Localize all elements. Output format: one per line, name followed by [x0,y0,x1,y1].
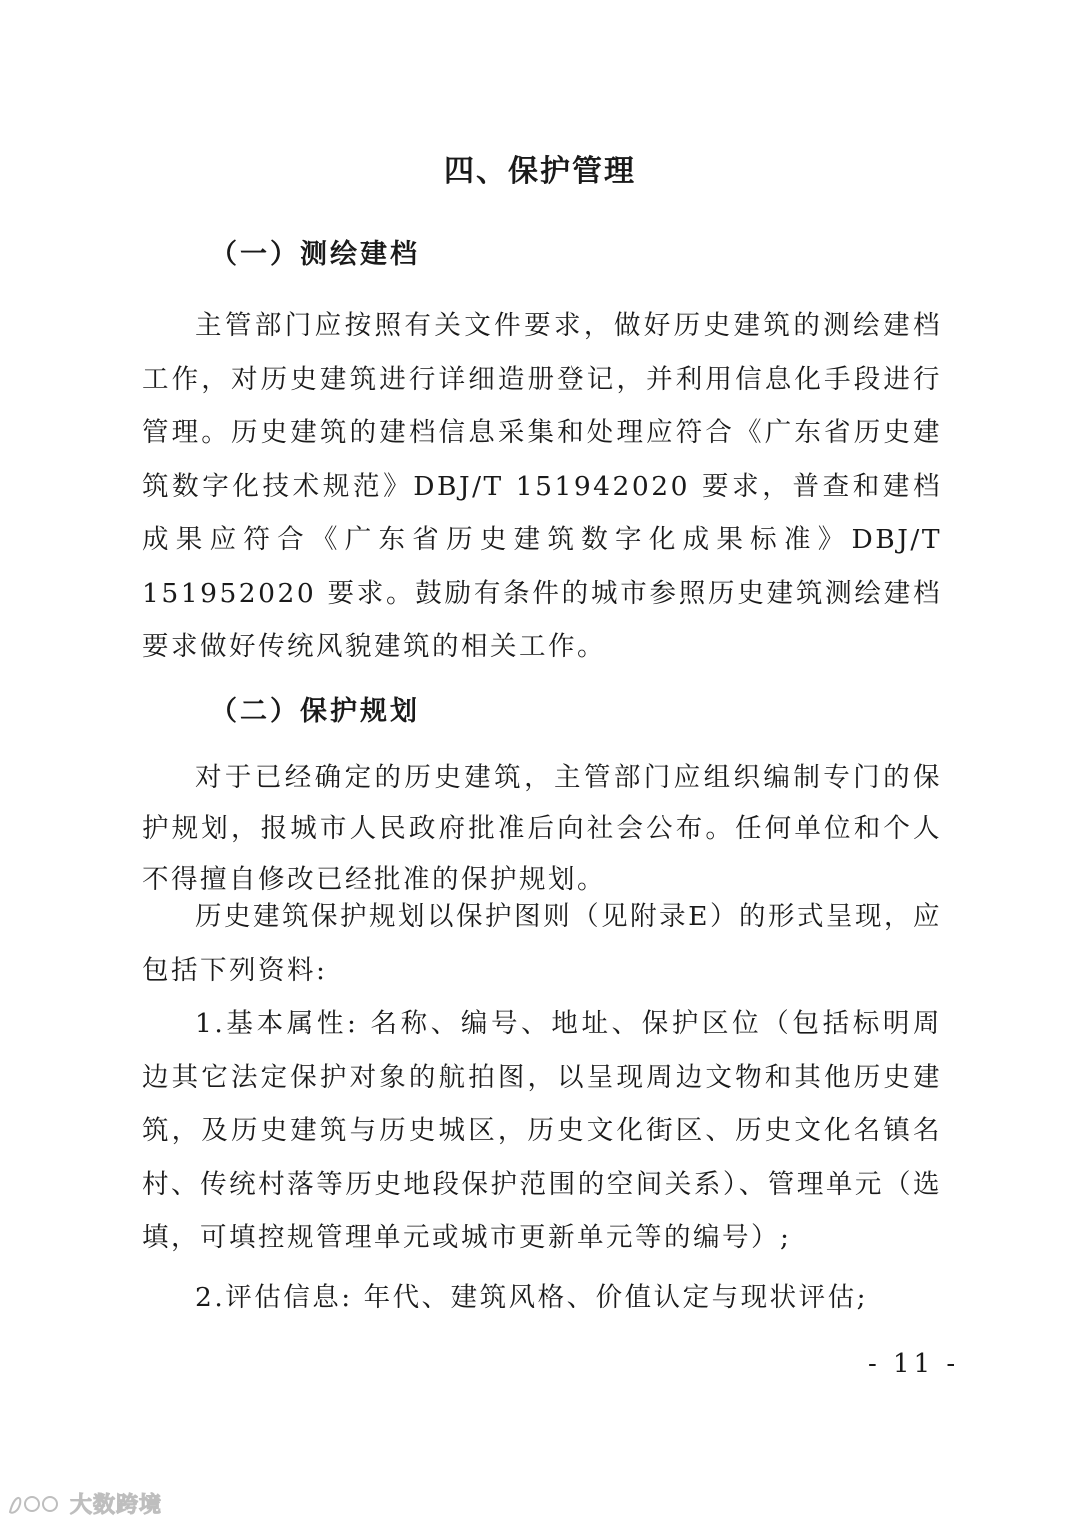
list-item-assessment-info: 2.评估信息: 年代、建筑风格、价值认定与现状评估; [195,1282,869,1313]
subsection-heading-protection-plan: （二）保护规划 [210,696,420,727]
ds-logo-icon [6,1490,64,1518]
paragraph-protection-plan-intro: 对于已经确定的历史建筑，主管部门应组织编制专门的保护规划，报城市人民政府批准后向社会公布。任何单位和个人不得擅自修改已经批准的保护规划。 [142,762,942,895]
paragraph-survey-archive: 主管部门应按照有关文件要求，做好历史建筑的测绘建档工作，对历史建筑进行详细造册登记，并利用信息化手段进行管理。历史建筑的建档信息采集和处理应符合《广东省历史建筑数字化技术规范》DBJ/T 151942020 要求，普查和建档成果应符合《广东省历史建筑数字化成果标准》DBJ/T 151952020 要求。鼓励有条件的城市参照历史建筑测绘建档要求做好传统风貌建筑的相关工作。 [142,310,942,662]
list-item-basic-attributes: 1.基本属性: 名称、编号、地址、保护区位（包括标明周边其它法定保护对象的航拍图，以呈现周边文物和其他历史建筑，及历史建筑与历史城区，历史文化街区、历史文化名镇名村、传统村落等历史地段保护范围的空间关系）、管理单元（选填，可填控规管理单元或城市更新单元等的编号）; [142,1008,942,1253]
section-title: 四、保护管理 [444,154,636,189]
page-number: - 11 - [868,1349,960,1379]
subsection-heading-survey-archive: （一）测绘建档 [210,239,420,270]
watermark-text: 大数跨境 [70,1493,163,1518]
paragraph-protection-plan-materials: 历史建筑保护规划以保护图则（见附录E）的形式呈现，应包括下列资料: [142,901,942,986]
watermark [6,1488,162,1519]
